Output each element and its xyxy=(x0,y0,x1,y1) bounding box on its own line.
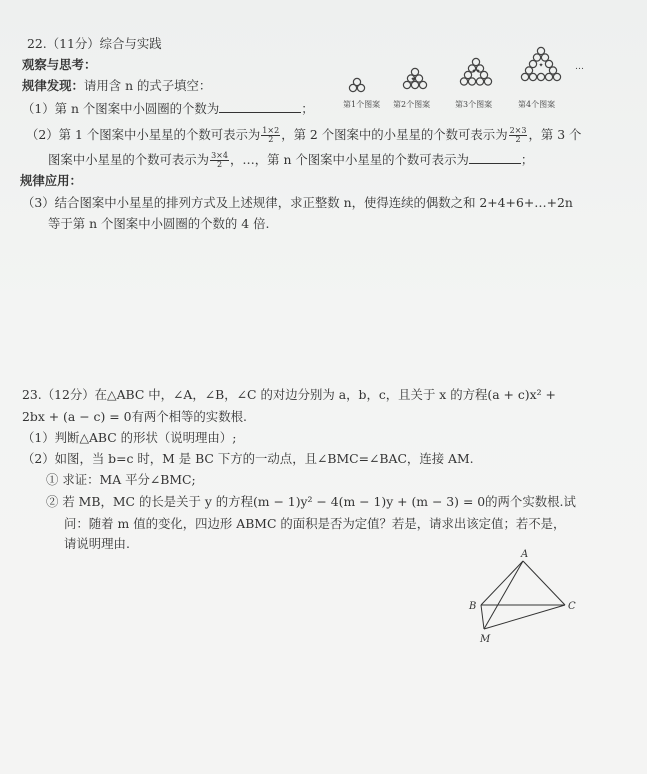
segment-AC xyxy=(523,561,565,605)
fraction-2 xyxy=(509,127,528,144)
q22-part2-e: ，…，第 n 个图案中小星星的个数可表示为 xyxy=(229,152,469,167)
q23-stem-line2: 2bx + (a − c) = 0有两个相等的实数根. xyxy=(22,409,247,424)
fraction-2-den: 2 xyxy=(515,135,521,144)
triangle-figure xyxy=(455,545,595,655)
q22-part1-text: （1）第 n 个图案中小圆圈的个数为 xyxy=(22,101,220,116)
sub2-text-a: 若 MB，MC 的长是关于 y 的方程(m − 1)y² − 4(m − 1)y + (m − 3) = 0的两个实数根.试 xyxy=(62,494,576,509)
pattern-1 xyxy=(349,78,364,91)
q22-heading: 22.（11分）综合与实践 xyxy=(27,36,162,51)
q22-part2-b: ，第 2 个图案中的小星星的个数可表示为 xyxy=(281,127,508,142)
sub1-number: ① xyxy=(46,472,59,487)
segment-BM xyxy=(481,605,484,629)
q22-part3-line1: （3）结合图案中小星星的排列方式及上述规律，求正整数 n，使得连续的偶数之和 2+4+6+…+2n xyxy=(22,195,573,210)
q22-part3-line2: 等于第 n 个图案中小圆圈的个数的 4 倍. xyxy=(48,216,270,231)
pattern-caption-3: 第3个图案 xyxy=(455,100,493,109)
q22-observe-label: 观察与思考： xyxy=(22,57,97,72)
star-mark: ✦ xyxy=(471,68,477,75)
q22-part1 xyxy=(22,100,314,117)
star-mark: ✦ xyxy=(538,62,544,69)
q22-rule-discovery xyxy=(22,78,211,94)
q23-part2: （2）如图，当 b=c 时，M 是 BC 下方的一动点，且∠BMC=∠BAC，连接 AM. xyxy=(22,451,474,466)
fraction-3-den: 2 xyxy=(216,160,223,169)
rule-discovery-text: 请用含 n 的式子填空： xyxy=(83,78,212,93)
circle-patterns-figure xyxy=(320,42,600,102)
star-mark: ✦ xyxy=(475,68,481,75)
sub2-number: ② xyxy=(46,494,59,509)
q23-stem-line1: 23.（12分）在△ABC 中，∠A，∠B，∠C 的对边分别为 a，b，c，且关于 x 的方程(a + c)x² + xyxy=(22,387,556,402)
label-C: C xyxy=(568,601,576,612)
rule-discovery-label: 规律发现： xyxy=(22,78,84,93)
fraction-1 xyxy=(261,127,280,144)
pattern-ellipsis: … xyxy=(575,62,584,72)
q23-sub2-line2: 问：随着 m 值的变化，四边形 ABMC 的面积是否为定值？若是，请求出该定值；若不是， xyxy=(64,516,566,531)
q23-sub1 xyxy=(46,472,196,488)
pattern-caption-4: 第4个图案 xyxy=(518,100,556,109)
sub1-text: 求证：MA 平分∠BMC; xyxy=(62,472,196,487)
label-M: M xyxy=(480,634,491,645)
answer-blank-2[interactable] xyxy=(469,151,521,164)
q23-sub2-line1 xyxy=(46,494,576,510)
label-B: B xyxy=(469,601,477,612)
q22-part2-d: 图案中小星星的个数可表示为 xyxy=(48,152,210,167)
fraction-3 xyxy=(210,152,229,169)
q22-part2-c: ，第 3 个 xyxy=(528,127,582,142)
q23-sub2-line3: 请说明理由. xyxy=(64,536,130,551)
q22-apply-label: 规律应用： xyxy=(20,173,82,188)
star-mark: ✦ xyxy=(410,76,416,83)
fraction-1-den: 2 xyxy=(268,135,274,144)
q22-part1-end: ； xyxy=(301,101,314,116)
q22-part2-line1 xyxy=(26,127,581,144)
fraction-1-num: 1×2 xyxy=(262,126,280,135)
pattern-caption-1: 第1个图案 xyxy=(343,100,381,109)
answer-blank-1[interactable] xyxy=(219,100,301,113)
q22-part2-line2 xyxy=(48,151,533,169)
fraction-3-num: 3×4 xyxy=(211,151,228,160)
pattern-caption-2: 第2个图案 xyxy=(393,100,431,109)
q23-part1: （1）判断△ABC 的形状（说明理由）; xyxy=(22,430,237,445)
q22-part2-a: （2）第 1 个图案中小星星的个数可表示为 xyxy=(26,127,261,142)
fraction-2-num: 2×3 xyxy=(509,126,527,135)
label-A: A xyxy=(521,549,529,560)
q22-part2-end: ； xyxy=(520,152,534,167)
